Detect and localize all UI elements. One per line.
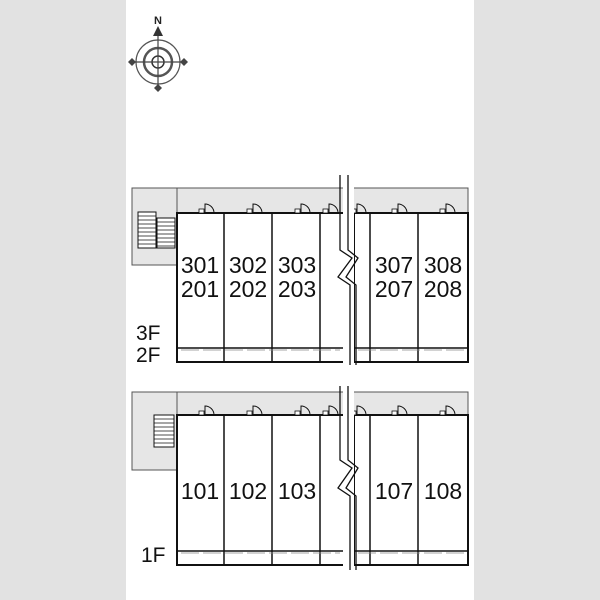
compass-tick — [154, 84, 162, 92]
left-margin-band — [0, 0, 126, 600]
unit-number-lower: 202 — [228, 276, 268, 302]
unit-number-upper: 308 — [423, 252, 463, 278]
unit-number-lower: 208 — [423, 276, 463, 302]
unit-number: 107 — [374, 478, 414, 504]
unit-number: 108 — [423, 478, 463, 504]
door-step — [440, 209, 445, 213]
door-step — [199, 411, 204, 415]
stair-flight — [138, 212, 156, 248]
unit-number: 102 — [228, 478, 268, 504]
door-step — [323, 209, 328, 213]
door-step — [440, 411, 445, 415]
compass-tick — [180, 58, 188, 66]
door-step — [392, 411, 397, 415]
unit-number-upper: 301 — [180, 252, 220, 278]
door-step — [247, 411, 252, 415]
door-step — [295, 411, 300, 415]
compass-rose-icon — [128, 15, 188, 92]
compass-north-arrow — [153, 26, 163, 36]
ground-floor-block — [132, 392, 468, 567]
door-step — [199, 209, 204, 213]
unit-number: 101 — [180, 478, 220, 504]
compass-crosshair — [132, 36, 184, 88]
unit-number-lower: 203 — [277, 276, 317, 302]
floor-label-1f: 1F — [141, 544, 166, 567]
floor-label-2f: 2F — [136, 344, 161, 367]
door-step — [247, 209, 252, 213]
unit-number-lower: 201 — [180, 276, 220, 302]
unit-number-upper: 302 — [228, 252, 268, 278]
stair-flight — [157, 218, 175, 248]
unit-number: 103 — [277, 478, 317, 504]
right-margin-band — [474, 0, 600, 600]
compass-north-label: N — [154, 15, 162, 27]
staircase-icon — [154, 415, 174, 447]
unit-number-upper: 303 — [277, 252, 317, 278]
unit-number-upper: 307 — [374, 252, 414, 278]
compass-tick — [128, 58, 136, 66]
unit-number-lower: 207 — [374, 276, 414, 302]
door-step — [392, 209, 397, 213]
floor-label-3f: 3F — [136, 322, 161, 345]
upper-floor-block — [132, 188, 468, 367]
door-step — [295, 209, 300, 213]
door-step — [323, 411, 328, 415]
